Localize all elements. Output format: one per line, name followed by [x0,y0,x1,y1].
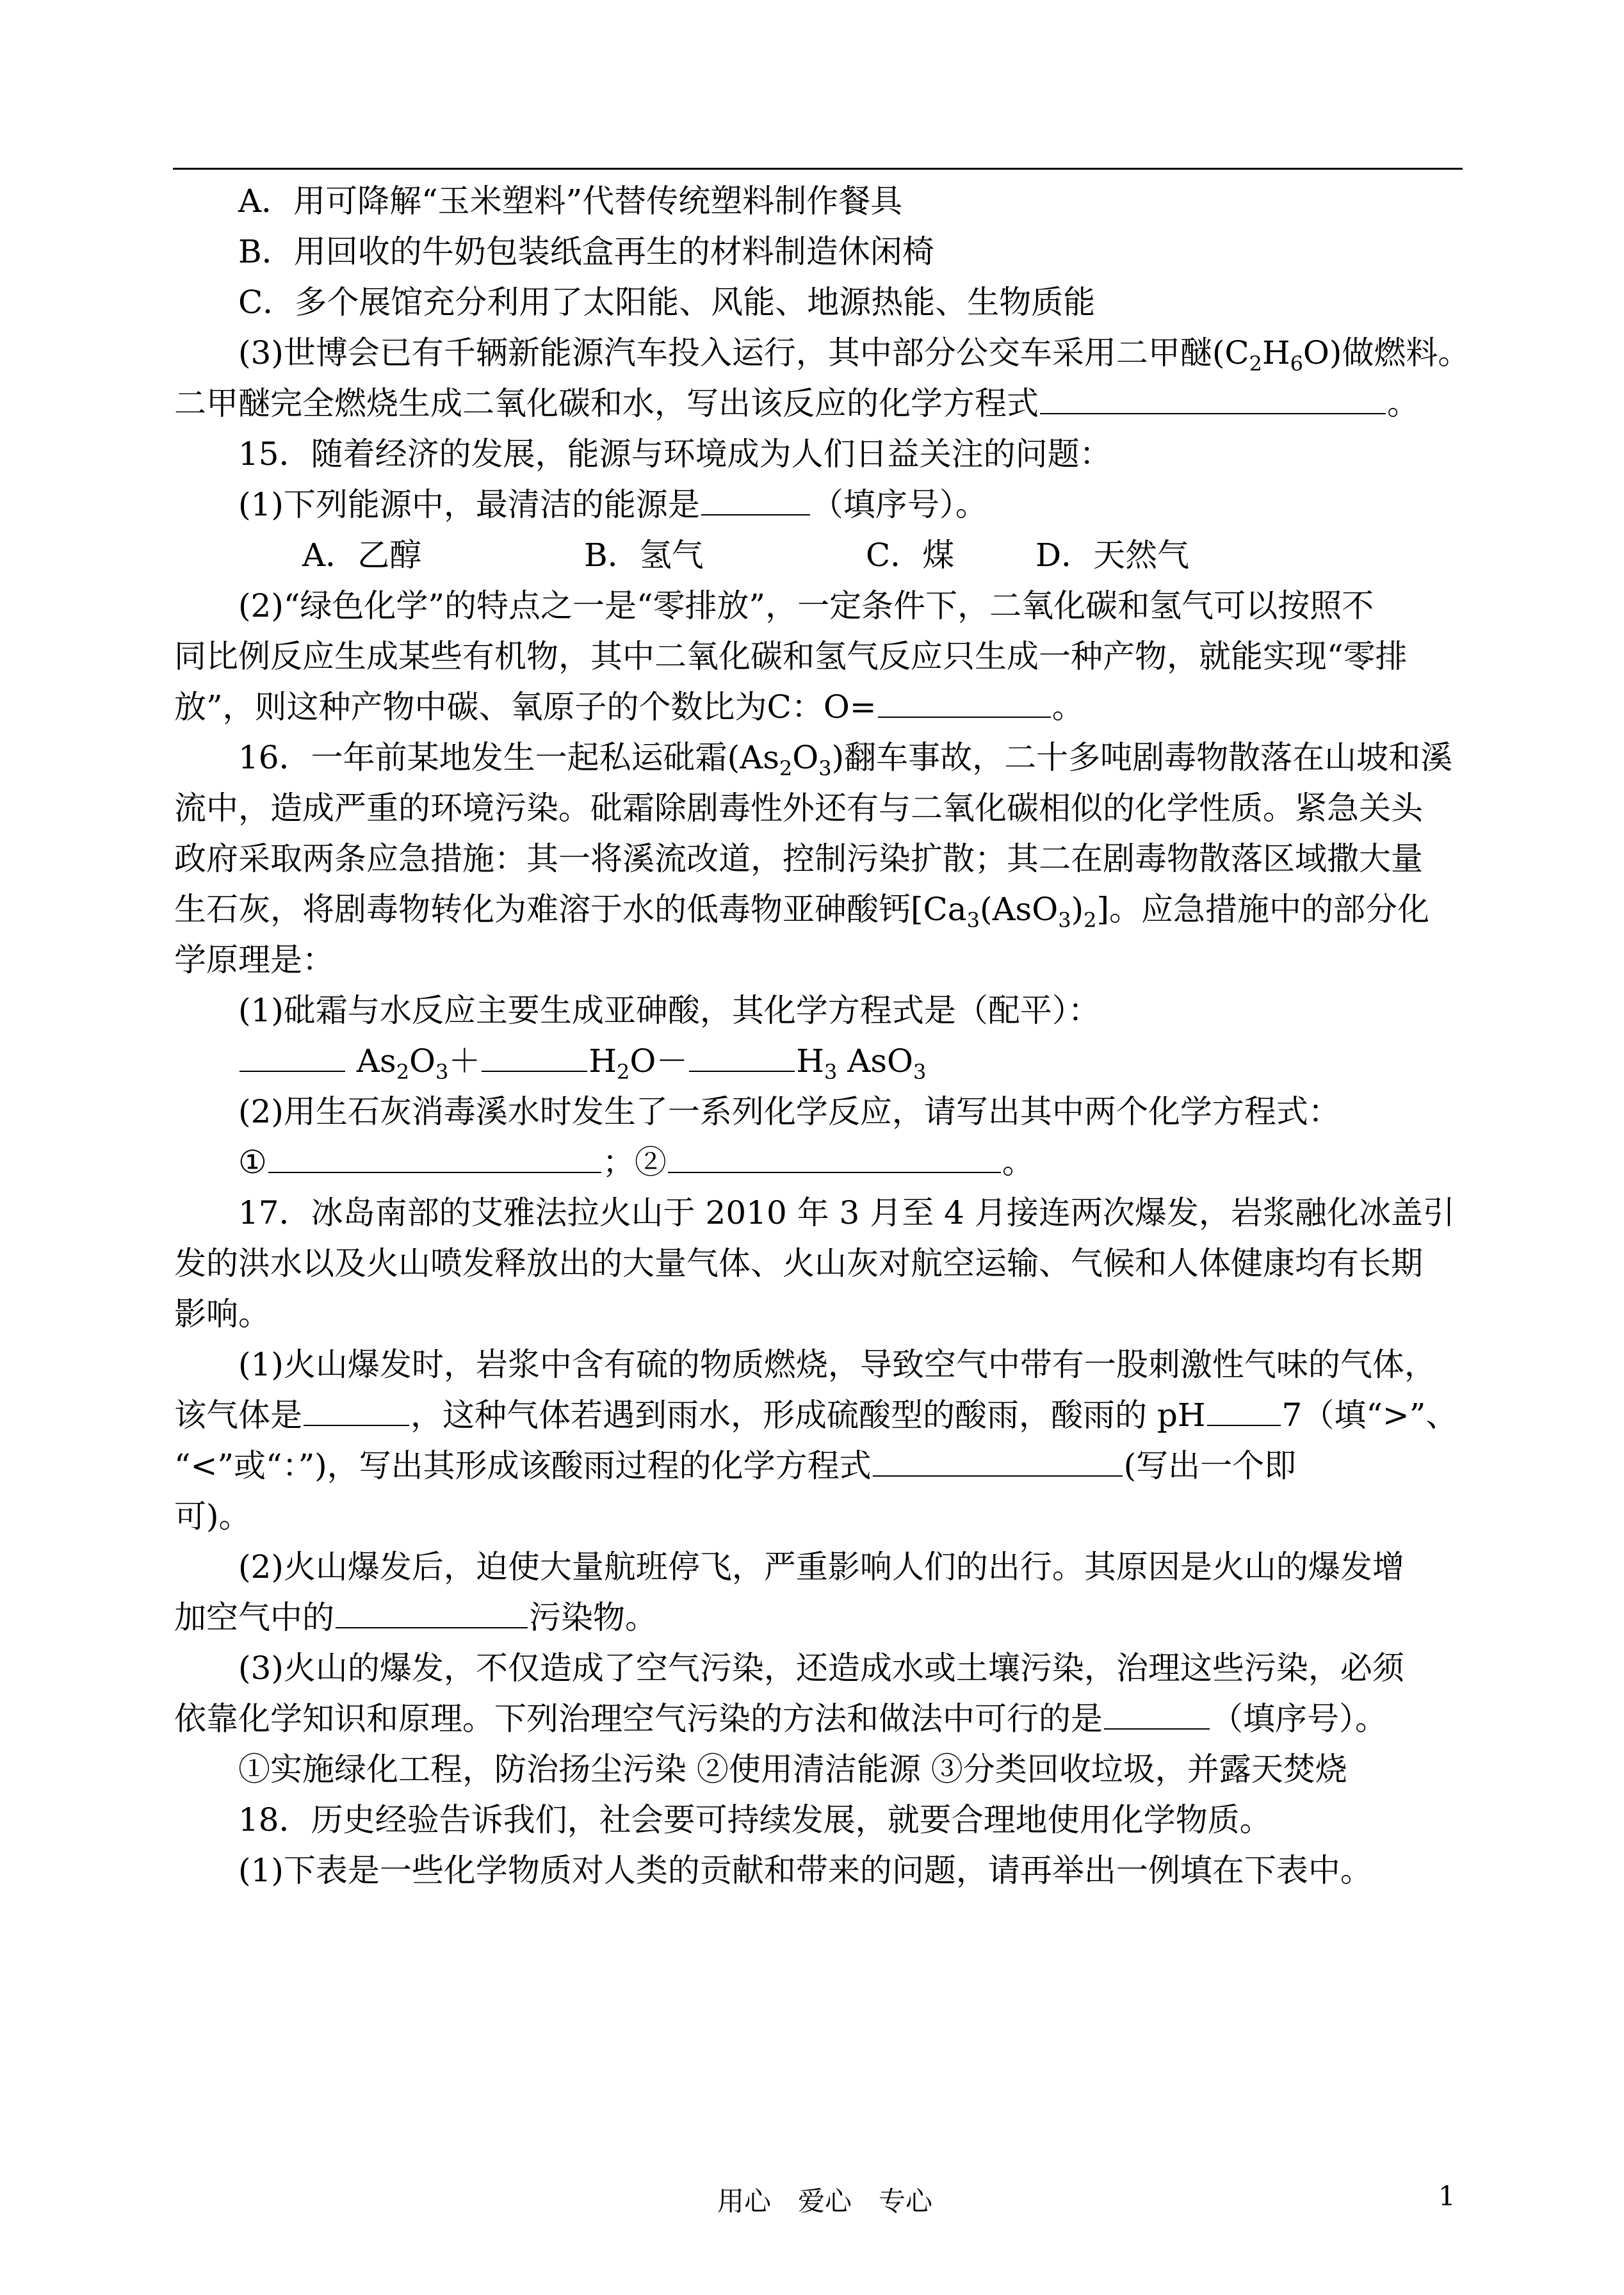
option-a-line: A．用可降解“玉米塑料”代替传统塑料制作餐具 [238,182,903,220]
answer-blank[interactable] [701,482,810,515]
q17-3-options: ①实施绿化工程，防治扬尘污染 ②使用清洁能源 ③分类回收垃圾，并露天焚烧 [238,1751,1347,1788]
q15-options: A．乙醇 B．氢气 C．煤 D．天然气 [302,537,1190,574]
q17-1-line1: (1)火山爆发时，岩浆中含有硫的物质燃烧，导致空气中带有一股刺激性气味的气体， [238,1346,1436,1383]
q17-2-line2: 加空气中的 污染物。 [174,1593,1463,1643]
q17-2-line1: (2)火山爆发后，迫使大量航班停飞，严重影响人们的出行。其原因是火山的爆发增 [238,1548,1404,1585]
answer-blank[interactable] [482,1039,587,1072]
q16-line2: 流中，造成严重的环境污染。砒霜除剧毒性外还有与二氧化碳相似的化学性质。紧急关头 [174,790,1423,827]
answer-blank[interactable] [689,1039,795,1072]
answer-blank[interactable] [668,1140,1001,1173]
q17-line3: 影响。 [174,1295,270,1333]
q15-2-line2: 同比例反应生成某些有机物，其中二氧化碳和氢气反应只生成一种产物，就能实现“零排 [174,638,1408,675]
q17-line1: 17．冰岛南部的艾雅法拉火山于 2010 年 3 月至 4 月接连两次爆发，岩浆融化冰盖引 [238,1194,1455,1231]
answer-blank[interactable] [878,685,1051,718]
q16-line3: 政府采取两条应急措施：其一将溪流改道，控制污染扩散；其二在剧毒物散落区域撒大量 [174,840,1423,877]
answer-blank[interactable] [1104,1696,1210,1730]
footer-motto: 用心 爱心 专心 [717,2186,933,2217]
q17-3-line2: 依靠化学知识和原理。下列治理空气污染的方法和做法中可行的是 （填序号）。 [174,1694,1463,1744]
answer-blank[interactable] [336,1595,528,1628]
q15-1: (1)下列能源中，最清洁的能源是 （填序号）。 [174,480,1463,530]
q14-3-line1: (3)世博会已有千辆新能源汽车投入运行，其中部分公交车采用二甲醚$(C_2H_6O)$做燃料。 [238,334,1470,376]
answer-blank[interactable] [1040,381,1386,414]
q17-1-line2: 该气体是 ，这种气体若遇到雨水，形成硫酸型的酸雨，酸雨的 pH 7（填“>”、 [174,1390,1463,1441]
q17-3-line1: (3)火山的爆发，不仅造成了空气污染，还造成水或土壤污染，治理这些污染，必须 [238,1650,1404,1687]
option-b-line: B．用回收的牛奶包装纸盒再生的材料制造休闲椅 [238,233,934,270]
q16-1: (1)砒霜与水反应主要生成亚砷酸，其化学方程式是（配平）： [238,992,1100,1029]
q16-line5: 学原理是： [174,941,334,978]
q14-3-line2: 二甲醚完全燃烧生成二氧化碳和水，写出该反应的化学方程式 。 [174,378,1463,429]
q15-2-line3: 放”，则这种产物中碳、氧原子的个数比为C：O= 。 [174,682,1463,733]
q18-stem: 18．历史经验告诉我们，社会要可持续发展，就要合理地使用化学物质。 [238,1801,1272,1838]
header-rule [173,168,1463,170]
option-c-line: C．多个展馆充分利用了太阳能、风能、地源热能、生物质能 [238,284,1096,321]
q16-2: (2)用生石灰消毒溪水时发生了一系列化学反应，请写出其中两个化学方程式： [238,1093,1340,1130]
document-body [174,176,1470,1896]
q16-line1: 16．一年前某地发生一起私运砒霜$(As_2O_3)$翻车事故，二十多吨剧毒物散落在山坡和溪 [238,739,1453,781]
answer-blank[interactable] [304,1393,409,1426]
q16-2-answers: ① ；② 。 [174,1137,1463,1188]
q18-1: (1)下表是一些化学物质对人类的贡献和带来的问题，请再举出一例填在下表中。 [238,1852,1372,1889]
q15-2-line1: (2)“绿色化学”的特点之一是“零排放”，一定条件下，二氧化碳和氢气可以按照不 [238,587,1374,624]
answer-blank[interactable] [873,1443,1123,1477]
q16-equation: $As_2O_3+ H_2O- H_3$ AsO$_3$ [174,1036,1463,1087]
q15-stem: 15．随着经济的发展，能源与环境成为人们日益关注的问题： [238,435,1112,473]
q17-line2: 发的洪水以及火山喷发释放出的大量气体、火山灰对航空运输、气候和人体健康均有长期 [174,1245,1423,1282]
answer-blank[interactable] [1207,1393,1281,1426]
answer-blank[interactable] [240,1039,345,1072]
q16-line4: 生石灰，将剧毒物转化为难溶于水的低毒物亚砷酸钙$[Ca_3(AsO_3)_2]$。应急措施中的部分化 [174,891,1429,932]
q17-1-line3: “<”或“：”)，写出其形成该酸雨过程的化学方程式 (写出一个即 [174,1441,1463,1491]
answer-blank[interactable] [268,1140,601,1173]
page-number: 1 [1438,2180,1456,2212]
q17-1-line4: 可)。 [174,1498,251,1535]
